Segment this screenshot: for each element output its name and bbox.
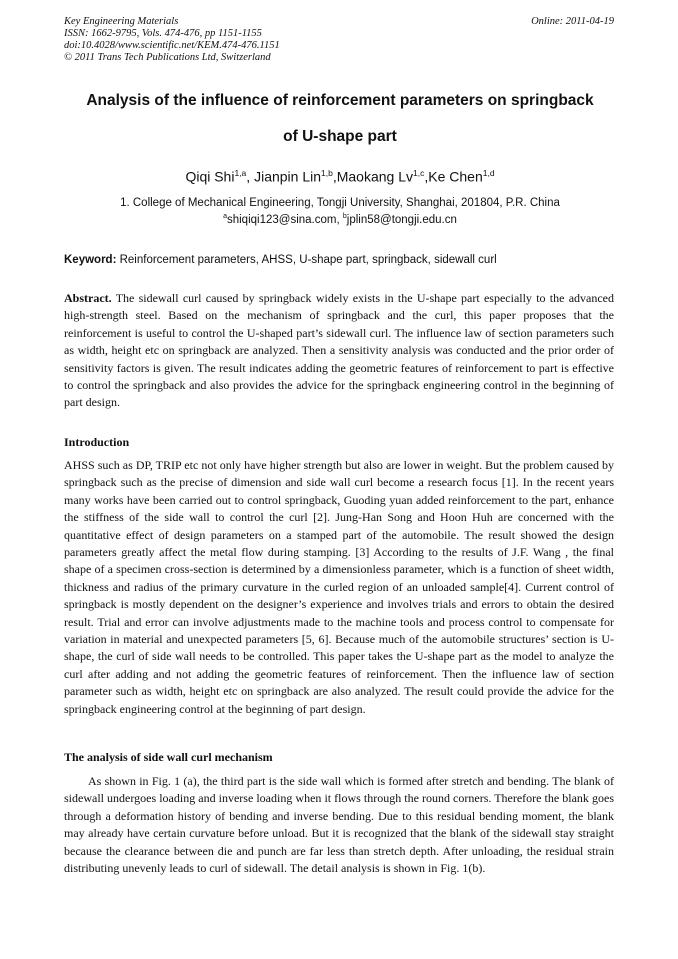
author-separator: , bbox=[332, 168, 337, 185]
online-date: Online: 2011-04-19 bbox=[531, 16, 614, 27]
abstract-paragraph bbox=[64, 290, 614, 412]
author-name: Qiqi Shi bbox=[185, 168, 235, 185]
keywords-line bbox=[64, 254, 616, 266]
author-affil-sup: 1,a bbox=[234, 168, 247, 178]
email-a: shiqiqi123@sina.com, bbox=[226, 213, 343, 226]
journal-header bbox=[64, 16, 280, 64]
author-list bbox=[64, 168, 616, 185]
doi-line: doi:10.4028/www.scientific.net/KEM.474-476.1151 bbox=[64, 40, 280, 51]
sidewall-heading: The analysis of side wall curl mechanism bbox=[64, 750, 273, 764]
paper-title-line-2: of U-shape part bbox=[283, 128, 397, 145]
abstract-text: The sidewall curl caused by springback widely exists in the U-shape part especially to the advanced high-strength steel. Based on the mechanism of springback and the curl, this paper proposes that the reinforcement is useful to control the U-shaped part’s sidewall curl. The influence law of section parameters such as width, height etc on springback are analyzed. Then a sensitivity analysis was conducted and the prior order of sensitivity factors is given. The result indicates adding the geometric features of reinforcement to part is effective to control the springback and also provides the advice for the springback engineering control in the beginning of part design. bbox=[64, 291, 614, 410]
introduction-paragraph: AHSS such as DP, TRIP etc not only have higher strength but also are lower in weight. But the problem caused by springback such as the precise of dimension and side wall curl become a research focus [1]. In the recent years many works have been carried out to control springback, Guoding yuan added reinforcement to the part, enhance the stiffness of the side wall to control the curl [2]. Jung-Han Song and Hoon Huh are concerned with the quantitative effect of design parameters on a stamped part of the automobile. The result showed the design parameters greatly affect the metal flow during stamping. [3] According to the results of J.F. Wang , the final shape of a specimen cross-section is determined by a dimensionless parameter, which is a function of sheet width, thickness and radius of the primary curvature in the curled region of an unloaded sample[4]. Current control of springback is mostly dependent on the designer’s experience and involves trials and errors to obtain the desired result. Trial and error can involve adjustments made to the machine tools and process control to compensate for variation in material and unexpected parameters [5, 6]. Because much of the automobile structures’ section is U-shape, the curl of side wall needs to be controlled. This paper takes the U-shape part as the model to analyze the curl after adding and not adding the geometric features of reinforcement. Then the influence law of section parameter such as width, height etc on springback are also analyzed. The result could provide the advice for the springback engineering control at the beginning of part design. bbox=[64, 458, 614, 716]
email-b: jplin58@tongji.edu.cn bbox=[346, 213, 457, 226]
author-emails bbox=[64, 213, 616, 226]
author-name: Ke Chen bbox=[428, 168, 483, 185]
keyword-label: Keyword: bbox=[64, 254, 117, 266]
keyword-list: Reinforcement parameters, AHSS, U-shape part, springback, sidewall curl bbox=[116, 254, 497, 266]
author-separator: , bbox=[424, 168, 429, 185]
author-affil-sup: 1,d bbox=[482, 168, 495, 178]
email-sup-a: a bbox=[223, 213, 227, 220]
author-name: Maokang Lv bbox=[336, 168, 414, 185]
journal-name: Key Engineering Materials bbox=[64, 16, 179, 27]
author-separator: , bbox=[246, 168, 255, 185]
issn-line: ISSN: 1662-9795, Vols. 474-476, pp 1151-1155 bbox=[64, 28, 262, 39]
author-affil-sup: 1,c bbox=[413, 168, 425, 178]
paper-title-line-1: Analysis of the influence of reinforcement parameters on springback bbox=[86, 92, 594, 109]
introduction-heading: Introduction bbox=[64, 435, 130, 449]
sidewall-paragraph: As shown in Fig. 1 (a), the third part is the side wall which is formed after stretch and bending. The blank of sidewall undergoes loading and inverse loading when it flows through the round corners. Therefore the blank goes through a deformation history of bending and inverse bending. Due to this residual bending moment, the blank may already have certain curvature before unload. But it is recognized that the blank of the sidewall stay straight because the clearance between die and punch are far less than stretch depth. After unloading, the residual strain distributing unevenly leads to curl of sidewall. The detail analysis is shown in Fig. 1(b). bbox=[64, 774, 614, 876]
author-affil-sup: 1,b bbox=[321, 168, 333, 178]
affiliation: 1. College of Mechanical Engineering, Tongji University, Shanghai, 201804, P.R. China bbox=[120, 197, 560, 209]
author-name: Jianpin Lin bbox=[254, 168, 322, 185]
copyright-line: © 2011 Trans Tech Publications Ltd, Switzerland bbox=[64, 52, 271, 63]
abstract-label: Abstract. bbox=[64, 291, 112, 305]
email-sup-b: b bbox=[342, 213, 347, 220]
